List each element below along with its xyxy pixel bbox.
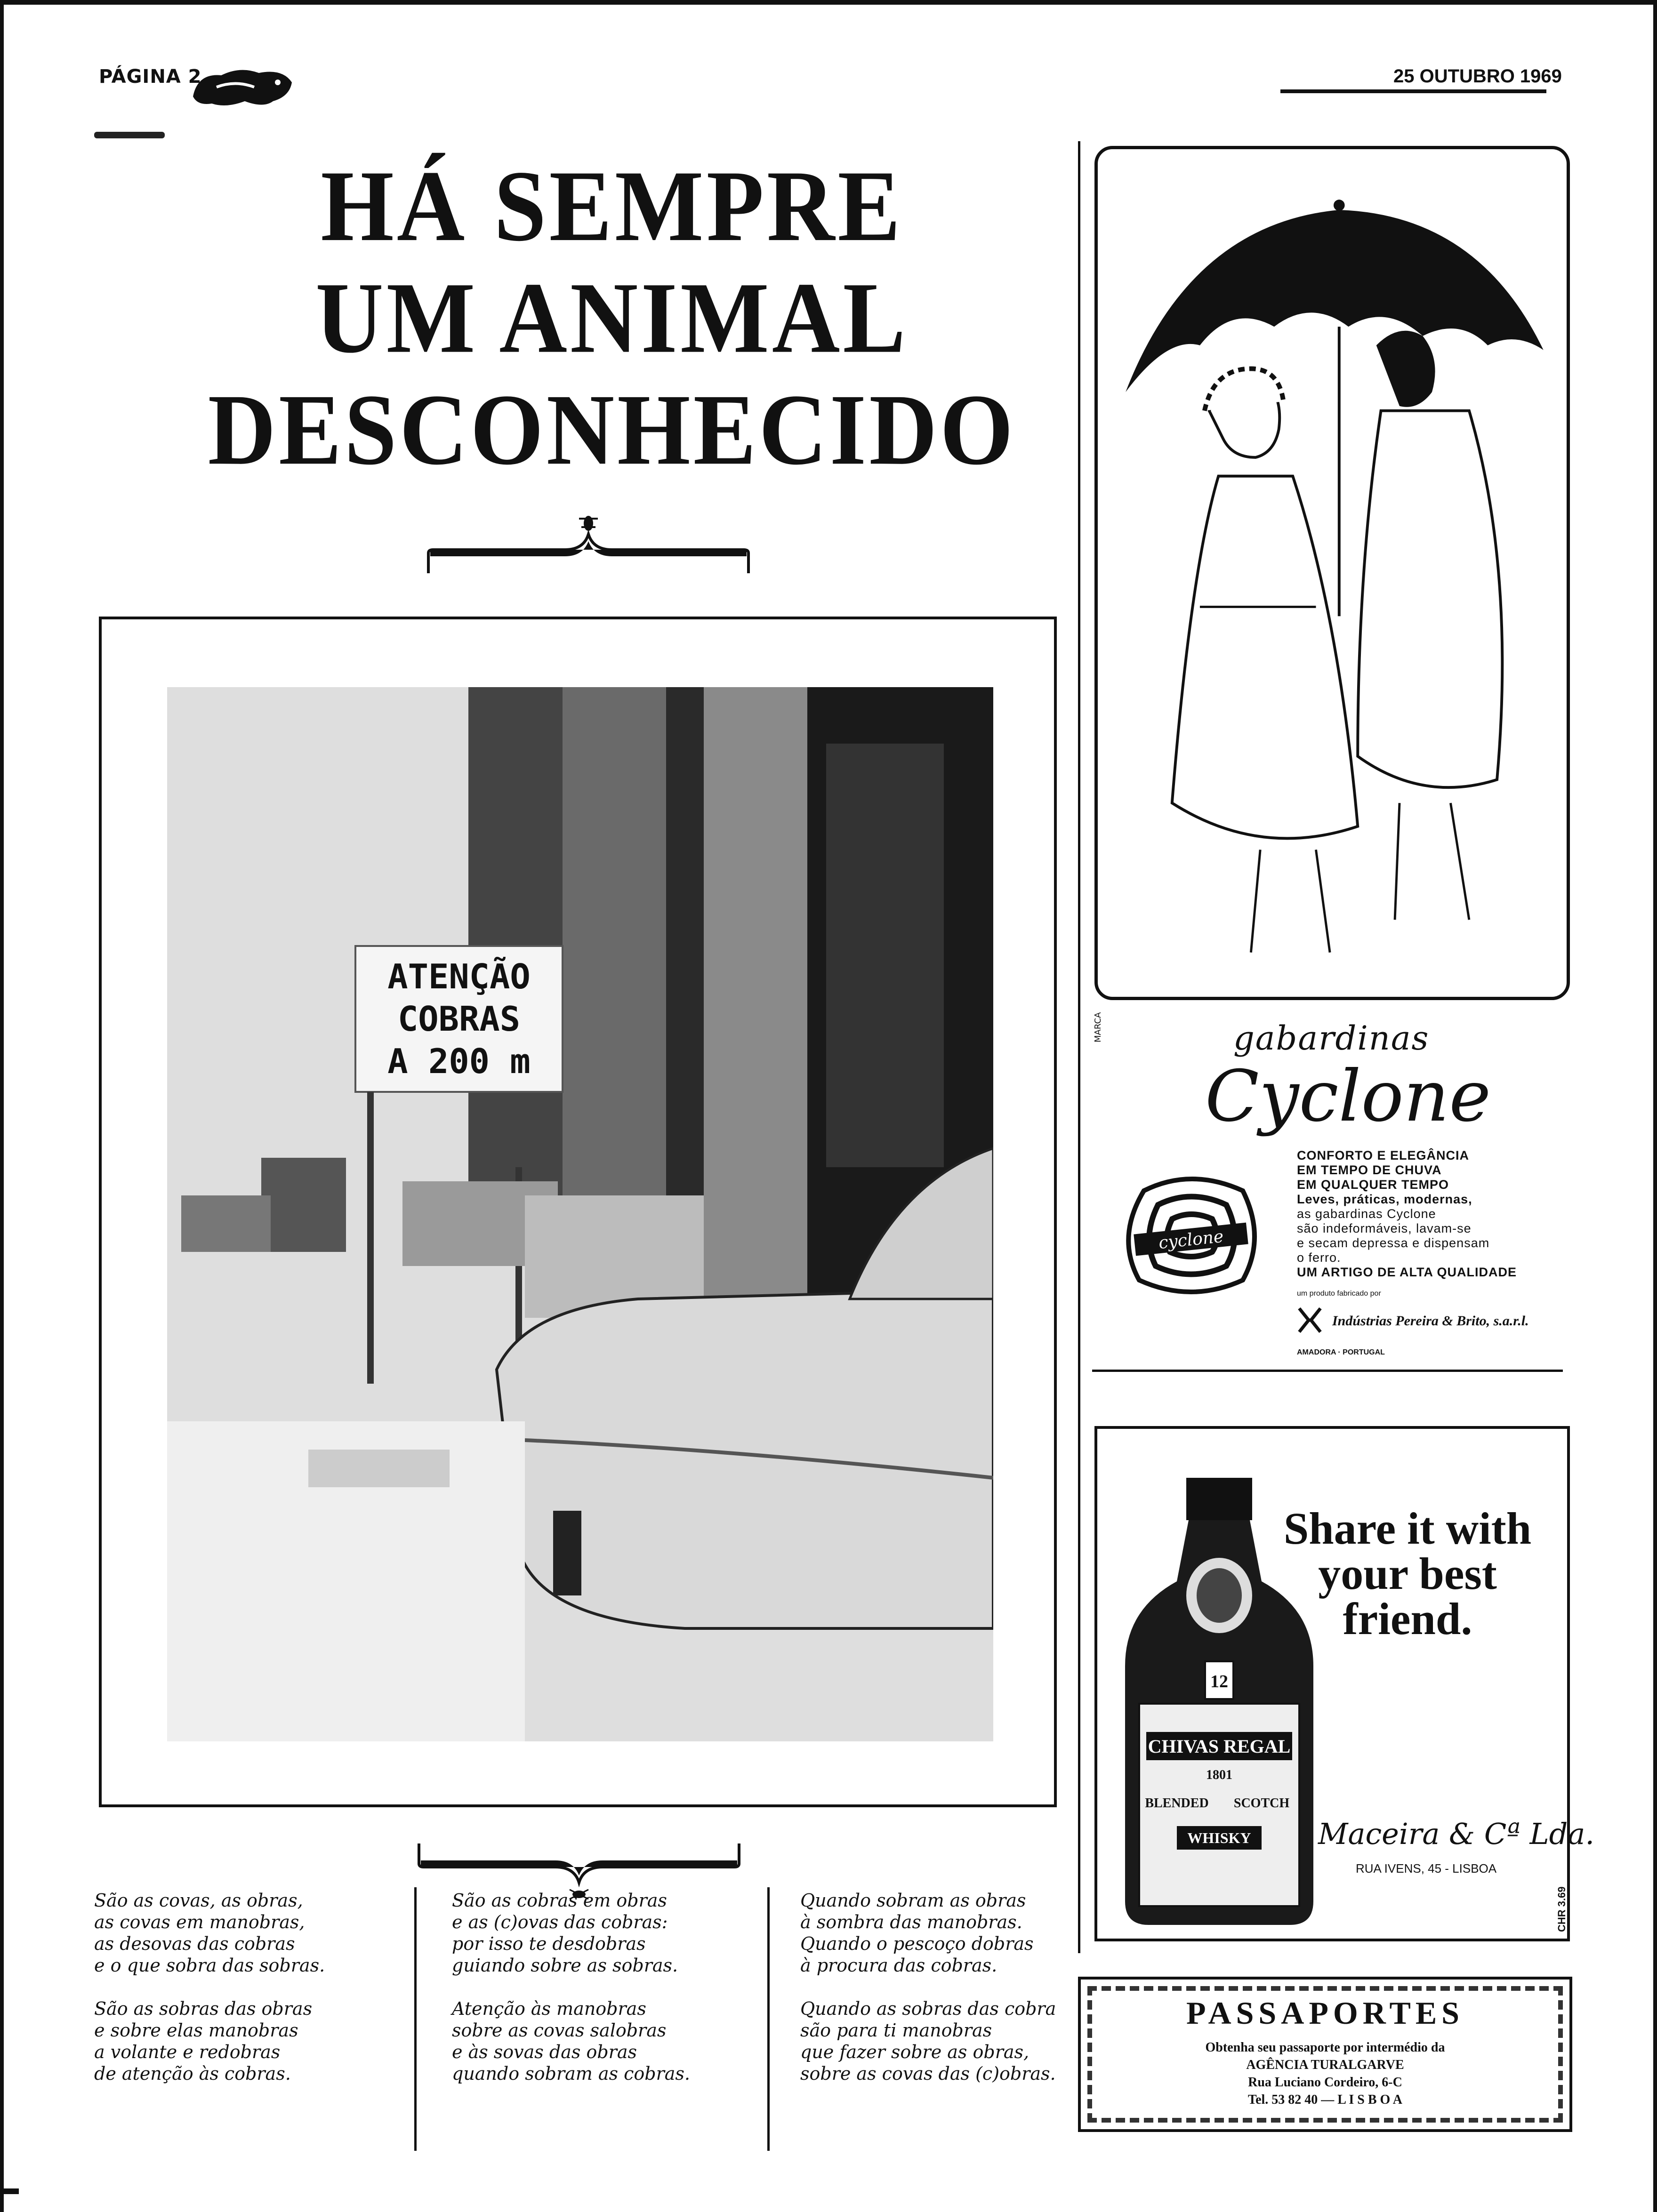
poem-line: à sombra das manobras. bbox=[800, 1912, 1022, 1932]
poem-line: guiando sobre as sobras. bbox=[452, 1955, 678, 1976]
date-rule bbox=[1280, 89, 1546, 93]
poem-stanza bbox=[452, 1890, 753, 1976]
poem-column-2 bbox=[452, 1890, 753, 2106]
poem-line: que fazer sobre as obras, bbox=[800, 2042, 1030, 2062]
passaportes-address: Rua Luciano Cordeiro, 6-C bbox=[1248, 2075, 1402, 2090]
poem-line: Quando as sobras das cobra bbox=[800, 1998, 1056, 2019]
maker-name: Indústrias Pereira & Brito, s.a.r.l. bbox=[1332, 1313, 1529, 1329]
label-brand: CHIVAS REGAL bbox=[1148, 1736, 1291, 1757]
headline-line-3: DESCONHECIDO bbox=[208, 374, 1016, 486]
poem-stanza bbox=[94, 1998, 395, 2084]
maker-logo-icon bbox=[1297, 1306, 1323, 1334]
headline-line-2: UM ANIMAL bbox=[315, 262, 909, 375]
slogan-line: your best bbox=[1318, 1548, 1497, 1599]
poem-column-1 bbox=[94, 1890, 395, 2106]
poem-line: à procura das cobras. bbox=[800, 1955, 997, 1976]
copy-line: EM TEMPO DE CHUVA bbox=[1297, 1163, 1442, 1177]
cyclone-product-line: gabardinas bbox=[1233, 1019, 1430, 1058]
poem-line: sobre as covas salobras bbox=[452, 2020, 667, 2041]
copy-line: e secam depressa e dispensam bbox=[1297, 1236, 1490, 1250]
slogan-line: friend. bbox=[1343, 1594, 1472, 1644]
sign-text-1: ATENÇÃO bbox=[387, 957, 531, 996]
label-blended: BLENDED bbox=[1145, 1796, 1209, 1811]
ornament-divider-top bbox=[424, 513, 753, 574]
page-label: PÁGINA 2 bbox=[99, 66, 202, 88]
page-border-right bbox=[1653, 0, 1657, 2212]
poem-line: as desovas das cobras bbox=[94, 1933, 295, 1954]
poem-line: por isso te desdobras bbox=[452, 1933, 646, 1954]
poem-line: e o que sobra das sobras. bbox=[94, 1955, 325, 1976]
poem-line: quando sobram as cobras. bbox=[452, 2063, 690, 2084]
poem-line: são para ti manobras bbox=[800, 2020, 992, 2041]
poem-line: Quando sobram as obras bbox=[800, 1890, 1026, 1911]
street-photo bbox=[167, 687, 993, 1741]
cyclone-ad-rule bbox=[1092, 1370, 1563, 1372]
poem-line: e sobre elas manobras bbox=[94, 2020, 298, 2041]
sign-text-3: A 200 m bbox=[387, 1042, 531, 1081]
distributor-address: RUA IVENS, 45 - LISBOA bbox=[1356, 1861, 1497, 1875]
page-border-left bbox=[0, 0, 4, 2212]
copy-line: são indeformáveis, lavam-se bbox=[1297, 1221, 1472, 1235]
poem-line: a volante e redobras bbox=[94, 2042, 281, 2062]
label-whisky: WHISKY bbox=[1187, 1829, 1251, 1846]
label-age: 12 bbox=[1210, 1672, 1228, 1691]
sign-text-2: COBRAS bbox=[397, 999, 521, 1039]
poem-line: Atenção às manobras bbox=[452, 1998, 646, 2019]
badge-text: cyclone bbox=[1158, 1226, 1225, 1253]
poem-line: Quando o pescoço dobras bbox=[800, 1933, 1034, 1954]
maker-address: AMADORA · PORTUGAL bbox=[1297, 1348, 1385, 1356]
poem-line: São as sobras das obras bbox=[94, 1998, 313, 2019]
poem-line: São as covas, as obras, bbox=[94, 1890, 303, 1911]
cyclone-brand: Cyclone bbox=[1205, 1056, 1491, 1138]
copy-line: EM QUALQUER TEMPO bbox=[1297, 1178, 1449, 1192]
poem-stanza bbox=[800, 1890, 1102, 1976]
label-year: 1801 bbox=[1206, 1768, 1232, 1782]
marca-label: MARCA bbox=[1093, 1012, 1103, 1042]
poem-line: as covas em manobras, bbox=[94, 1912, 305, 1932]
copy-line: as gabardinas Cyclone bbox=[1297, 1207, 1436, 1221]
column-divider bbox=[414, 1887, 417, 2151]
copy-line: o ferro. bbox=[1297, 1250, 1341, 1265]
poem-line: e às sovas das obras bbox=[452, 2042, 637, 2062]
right-column-rule bbox=[1078, 141, 1080, 1388]
right-column-rule-lower bbox=[1078, 1388, 1080, 1953]
copy-line: CONFORTO E ELEGÂNCIA bbox=[1297, 1148, 1470, 1162]
masthead-animal-icon bbox=[188, 64, 297, 111]
poem-stanza bbox=[94, 1890, 395, 1976]
poem-line: e as (c)ovas das cobras: bbox=[452, 1912, 668, 1932]
poem-line: de atenção às cobras. bbox=[94, 2063, 291, 2084]
copy-line: UM ARTIGO DE ALTA QUALIDADE bbox=[1297, 1265, 1517, 1279]
passaportes-agency: AGÊNCIA TURALGARVE bbox=[1246, 2058, 1404, 2072]
poem-column-3 bbox=[800, 1890, 1102, 2106]
poem-line: São as cobras em obras bbox=[452, 1890, 667, 1911]
slogan-line: Share it with bbox=[1283, 1503, 1532, 1554]
page-border-top bbox=[0, 0, 1657, 5]
ad-code: CHR 3.69 bbox=[1556, 1886, 1568, 1932]
page-corner-mark bbox=[0, 2188, 19, 2194]
poem-stanza bbox=[452, 1998, 753, 2084]
column-divider bbox=[767, 1887, 770, 2151]
poem-line: sobre as covas das (c)obras. bbox=[800, 2063, 1056, 2084]
cyclone-badge-logo bbox=[1116, 1162, 1266, 1308]
issue-date: 25 OUTUBRO 1969 bbox=[1393, 66, 1562, 87]
made-by-label: um produto fabricado por bbox=[1297, 1290, 1381, 1298]
passaportes-phone: Tel. 53 82 40 — L I S B O A bbox=[1247, 2092, 1403, 2107]
chivas-slogan bbox=[1257, 1503, 1558, 1644]
cyclone-copy bbox=[1297, 1148, 1560, 1280]
distributor-name: Maceira & Cª Lda. bbox=[1318, 1817, 1595, 1851]
headline-line-1: HÁ SEMPRE bbox=[321, 150, 903, 263]
cyclone-illustration bbox=[1094, 146, 1570, 1000]
poem-stanza bbox=[800, 1998, 1102, 2084]
page-headline bbox=[179, 151, 1045, 486]
copy-line: Leves, práticas, modernas, bbox=[1297, 1192, 1472, 1206]
ink-smudge bbox=[94, 132, 165, 138]
wasp-icon bbox=[579, 516, 598, 531]
label-scotch: SCOTCH bbox=[1233, 1796, 1290, 1811]
passaportes-title: PASSAPORTES bbox=[1186, 1995, 1464, 2031]
passaportes-line: Obtenha seu passaporte por intermédio da bbox=[1205, 2040, 1445, 2055]
